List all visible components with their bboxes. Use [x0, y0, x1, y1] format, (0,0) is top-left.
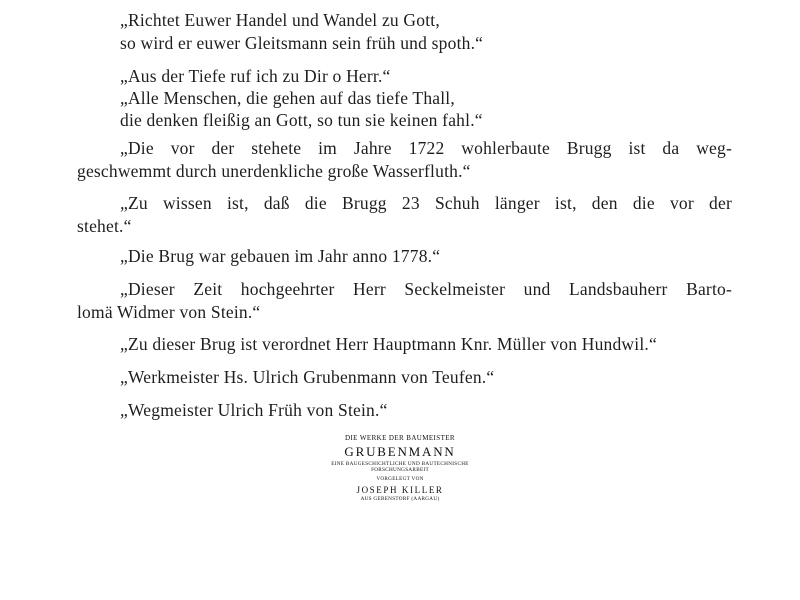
title-series-line: DIE WERKE DER BAUMEISTER [345, 434, 455, 442]
inscription-line: „Richtet Euwer Handel und Wandel zu Gott, [120, 10, 440, 30]
inscription-line: „Zu dieser Brug ist verordnet Herr Hauptmann Knr. Müller von Hundwil.“ [120, 334, 657, 354]
inscription-line: „Dieser Zeit hochgeehrter Herr Seckelmeister und Landsbauherr Barto- [120, 279, 732, 299]
title-block [300, 433, 500, 502]
inscription-line: die denken fleißig an Gott, so tun sie keinen fahl.“ [120, 110, 483, 130]
inscription-line: „Die Brug war gebauen im Jahr anno 1778.“ [120, 246, 441, 266]
title-author: JOSEPH KILLER [356, 485, 444, 495]
inscription-line: geschwemmt durch unerdenkliche große Wasserfluth.“ [77, 161, 471, 181]
inscription-line: lomä Widmer von Stein.“ [77, 302, 261, 322]
title-presented-by: VORGELEGT VON [376, 476, 424, 482]
inscription-line: „Aus der Tiefe ruf ich zu Dir o Herr.“ [120, 66, 391, 86]
inscription-line: „Alle Menschen, die gehen auf das tiefe Thall, [120, 88, 455, 108]
inscription-line: stehet.“ [77, 216, 132, 236]
inscription-line: „Werkmeister Hs. Ulrich Grubenmann von Teufen.“ [120, 367, 495, 387]
title-author-origin: AUS GEBENSTORF (AARGAU) [360, 496, 440, 502]
inscription-line: so wird er euwer Gleitsmann sein früh und spoth.“ [120, 33, 484, 53]
title-subtitle-line: EINE BAUGESCHICHTLICHE UND BAUTECHNISCHE [331, 461, 469, 467]
inscription-line: „Wegmeister Ulrich Früh von Stein.“ [120, 400, 388, 420]
title-main: GRUBENMANN [344, 444, 456, 459]
title-subtitle-line: FORSCHUNGSARBEIT [371, 467, 429, 473]
inscription-line: „Zu wissen ist, daß die Brugg 23 Schuh länger ist, den die vor der [120, 193, 732, 213]
inscription-line: „Die vor der stehete im Jahre 1722 wohlerbaute Brugg ist da weg- [120, 138, 732, 158]
